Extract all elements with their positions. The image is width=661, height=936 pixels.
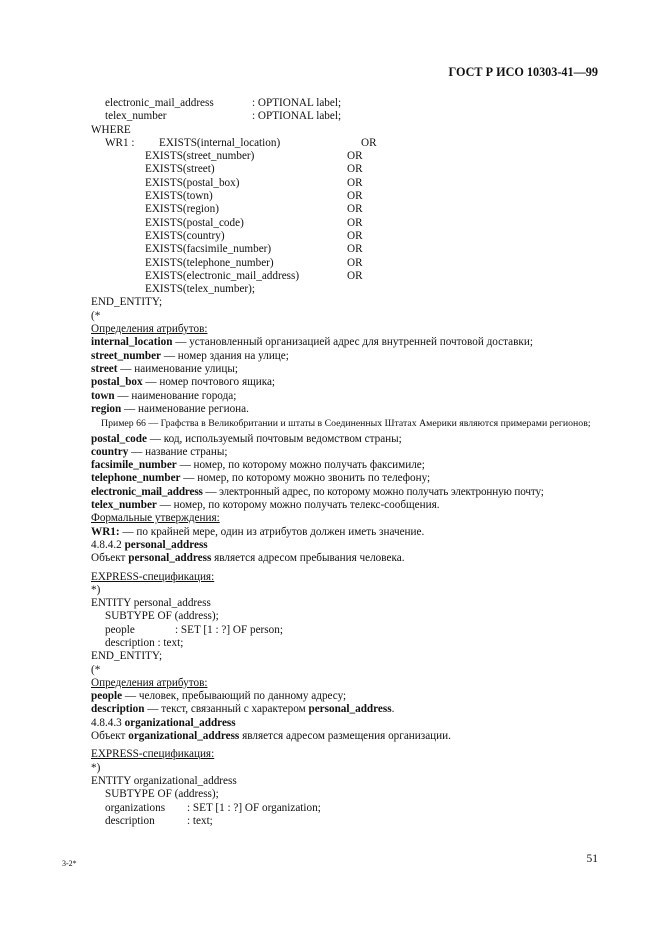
definition-text: — название страны;: [128, 445, 228, 458]
definition-term: electronic_mail_address: [91, 485, 203, 498]
definition-line: [91, 486, 601, 499]
definition-text: — человек, пребывающий по данному адресу;: [122, 690, 347, 703]
entity-declaration: ENTITY organizational_address: [91, 774, 237, 787]
exists-expression: EXISTS(postal_box): [145, 176, 240, 189]
section-number: 4.8.4.3: [91, 716, 122, 729]
where-keyword: WHERE: [91, 123, 131, 136]
definition-line: [91, 403, 601, 416]
definition-line: [91, 390, 601, 403]
section-name: personal_address: [124, 538, 208, 551]
where-rule-line: [91, 230, 601, 243]
or-operator: OR: [347, 203, 363, 216]
attribute-line: [91, 637, 601, 650]
definition-term: facsimile_number: [91, 459, 177, 472]
definition-line: [91, 446, 601, 459]
definition-end: .: [391, 703, 395, 716]
definition-text: — код, используемый почтовым ведомством страны;: [146, 432, 402, 445]
attribute-line: [91, 624, 601, 637]
definition-text: — номер почтового ящика;: [142, 376, 276, 389]
end-entity: END_ENTITY;: [91, 650, 163, 663]
description-suffix: является адресом пребывания человека.: [211, 552, 405, 565]
where-rule-line: [91, 257, 601, 270]
subtype-declaration: SUBTYPE OF (address);: [105, 610, 219, 623]
exists-expression: EXISTS(street): [145, 163, 215, 176]
definition-term: street: [91, 362, 118, 375]
section-heading-organizational-address: [91, 717, 601, 730]
definition-text: — номер здания на улице;: [161, 349, 289, 362]
description-suffix: является адресом размещения организации.: [239, 730, 451, 743]
attribute-name: people: [105, 623, 135, 636]
where-rule-line: [91, 243, 601, 256]
description-term: organizational_address: [128, 730, 240, 743]
or-operator: OR: [347, 269, 363, 282]
definition-line: [91, 336, 601, 349]
definition-term: description: [91, 703, 145, 716]
where-rule-line: [91, 163, 601, 176]
exists-expression: EXISTS(region): [145, 203, 219, 216]
or-operator: OR: [347, 256, 363, 269]
attribute-name: electronic_mail_address: [105, 97, 214, 109]
definition-term: internal_location: [91, 336, 173, 349]
where-rule-line: [91, 203, 601, 216]
definition-line: [91, 499, 601, 512]
or-operator: OR: [347, 216, 363, 229]
formal-propositions-heading: Формальные утверждения:: [91, 512, 220, 525]
where-rule-line: [91, 283, 601, 296]
attribute-type: : text;: [157, 636, 184, 649]
example-note: Пример 66 — Графства в Великобритании и штаты в Соединенных Штатах Америки являются примерами регионов;: [101, 418, 591, 430]
where-rule-line: [91, 217, 601, 230]
definition-line: [91, 690, 601, 703]
or-operator: OR: [347, 243, 363, 256]
section-name: organizational_address: [124, 716, 236, 729]
comment-open: (*: [91, 309, 101, 322]
page-number: 51: [586, 853, 598, 865]
definition-term: postal_box: [91, 376, 143, 389]
subtype-declaration: SUBTYPE OF (address);: [105, 788, 219, 801]
definition-term: town: [91, 389, 115, 402]
express-spec-heading: EXPRESS-спецификация:: [91, 748, 215, 761]
where-rule-line: [91, 177, 601, 190]
attribute-line: [91, 815, 601, 828]
definition-term: street_number: [91, 349, 162, 362]
definition-term: region: [91, 402, 122, 415]
definition-text: — номер, по которому можно звонить по телефону;: [180, 472, 431, 485]
definition-text: — электронный адрес, по которому можно получать электронную почту;: [202, 485, 544, 498]
definition-line: [91, 363, 601, 376]
end-entity: END_ENTITY;: [91, 296, 163, 309]
attribute-line: [91, 110, 601, 123]
document-code-header: ГОСТ Р ИСО 10303-41—99: [448, 65, 598, 79]
section-heading-personal-address: [91, 539, 601, 552]
section-description: [91, 552, 601, 565]
where-rule-line: [91, 270, 601, 283]
exists-expression: EXISTS(country): [145, 229, 225, 242]
where-rule-line: [91, 137, 601, 150]
entity-declaration: ENTITY personal_address: [91, 597, 211, 610]
definition-line: [91, 433, 601, 446]
definition-text: — наименование региона.: [121, 402, 249, 415]
exists-expression: EXISTS(internal_location): [159, 136, 281, 149]
where-rule-line: [91, 190, 601, 203]
attribute-line: [91, 97, 601, 110]
attribute-name: description: [105, 636, 155, 649]
exists-expression: EXISTS(telex_number);: [145, 283, 255, 296]
attribute-type: : SET [1 : ?] OF organization;: [187, 801, 321, 814]
definition-term: people: [91, 690, 123, 703]
definition-text: — наименование улицы;: [117, 362, 238, 375]
page-content: [91, 97, 601, 828]
comment-open: (*: [91, 663, 101, 676]
rule-term: WR1:: [91, 525, 120, 538]
definition-line: [91, 703, 601, 716]
or-operator: OR: [347, 229, 363, 242]
definition-line: [91, 350, 601, 363]
rule-text: — по крайней мере, один из атрибутов должен иметь значение.: [119, 525, 425, 538]
or-operator: OR: [347, 163, 363, 176]
definition-text: — текст, связанный с характером: [144, 703, 309, 716]
description-prefix: Объект: [91, 730, 129, 743]
exists-expression: EXISTS(street_number): [145, 150, 255, 163]
definition-text: — номер, по которому можно получать телекс-сообщения.: [156, 499, 440, 512]
rule-definition: [91, 526, 601, 539]
attribute-name: telex_number: [105, 110, 167, 123]
rule-label: WR1 :: [105, 136, 135, 149]
where-rule-line: [91, 150, 601, 163]
definition-line: [91, 472, 601, 485]
attribute-type: : SET [1 : ?] OF person;: [175, 623, 283, 636]
definition-term-ref: personal_address: [308, 703, 392, 716]
definition-term: telex_number: [91, 499, 157, 512]
or-operator: OR: [361, 136, 377, 149]
attribute-definitions-heading: Определения атрибутов:: [91, 676, 208, 689]
section-description: [91, 730, 601, 743]
exists-expression: EXISTS(postal_code): [145, 216, 244, 229]
exists-expression: EXISTS(facsimile_number): [145, 243, 272, 256]
attribute-definitions-heading: Определения атрибутов:: [91, 323, 208, 336]
or-operator: OR: [347, 190, 363, 203]
or-operator: OR: [347, 176, 363, 189]
definition-text: — номер, по которому можно получать факсимиле;: [176, 459, 425, 472]
express-spec-heading: EXPRESS-спецификация:: [91, 570, 215, 583]
attribute-name: organizations: [105, 801, 166, 814]
attribute-type: : OPTIONAL label;: [252, 110, 342, 123]
attribute-name: description: [105, 814, 155, 827]
definition-line: [91, 376, 601, 389]
attribute-type: : OPTIONAL label;: [252, 97, 342, 109]
definition-text: — наименование города;: [114, 389, 237, 402]
exists-expression: EXISTS(electronic_mail_address): [145, 269, 300, 282]
attribute-type: : text;: [187, 814, 213, 827]
exists-expression: EXISTS(telephone_number): [145, 256, 274, 269]
definition-text: — установленный организацией адрес для внутренней почтовой доставки;: [172, 336, 533, 349]
comment-close: *): [91, 761, 101, 774]
comment-close: *): [91, 583, 101, 596]
definition-line: [91, 459, 601, 472]
definition-term: telephone_number: [91, 472, 181, 485]
exists-expression: EXISTS(town): [145, 190, 213, 203]
definition-term: country: [91, 445, 129, 458]
footer-signature-mark: 3-2*: [62, 859, 77, 868]
definition-term: postal_code: [91, 432, 147, 445]
description-prefix: Объект: [91, 552, 129, 565]
description-term: personal_address: [128, 552, 212, 565]
attribute-line: [91, 802, 601, 815]
section-number: 4.8.4.2: [91, 538, 122, 551]
or-operator: OR: [347, 150, 363, 163]
